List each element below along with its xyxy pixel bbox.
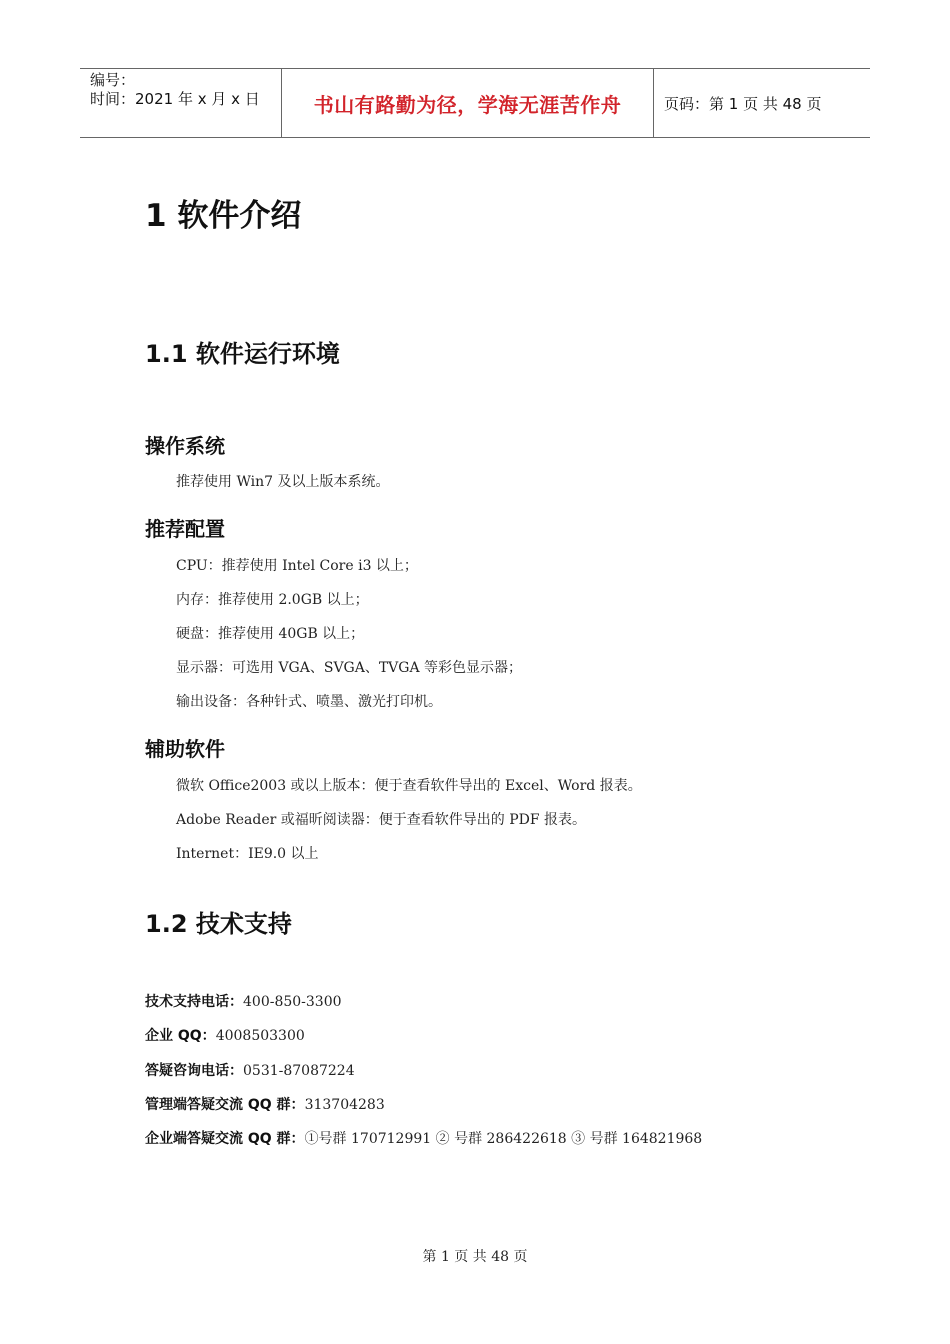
os-text: 推荐使用 Win7 及以上版本系统。: [176, 474, 390, 490]
contact-label: 企业端答疑交流 QQ 群：: [145, 1131, 305, 1147]
aux-item: 微软 Office2003 或以上版本：便于查看软件导出的 Excel、Word 报表。: [176, 778, 642, 794]
contact-label: 答疑咨询电话：: [145, 1063, 243, 1079]
document-header: [80, 68, 870, 138]
contact-value: 0531-87087224: [243, 1063, 355, 1079]
config-item: 输出设备：各种针式、喷墨、激光打印机。: [176, 694, 442, 710]
header-page-info: 页码：第 1 页 共 48 页: [664, 94, 822, 113]
contact-line: [145, 1128, 702, 1148]
date-label: 时间：2021 年 x 月 x 日: [90, 90, 260, 108]
header-meta: [80, 69, 281, 137]
aux-item: Adobe Reader 或福昕阅读器：便于查看软件导出的 PDF 报表。: [176, 812, 587, 828]
serial-label: 编号：: [90, 71, 136, 89]
contact-line: [145, 1060, 355, 1080]
aux-item: Internet：IE9.0 以上: [176, 846, 319, 862]
section-heading-support: 1.2 技术支持: [145, 910, 292, 938]
page-title: 1 软件介绍: [145, 198, 302, 234]
contact-value: 313704283: [304, 1097, 385, 1113]
contact-line: [145, 991, 342, 1011]
subheading-os: 操作系统: [145, 434, 225, 458]
contact-line: [145, 1094, 385, 1114]
contact-value: ①号群 170712991 ② 号群 286422618 ③ 号群 164821968: [304, 1131, 703, 1147]
contact-value: 400-850-3300: [243, 994, 342, 1010]
contact-value: 4008503300: [215, 1028, 305, 1044]
config-item: 硬盘：推荐使用 40GB 以上；: [176, 626, 365, 642]
config-item: CPU：推荐使用 Intel Core i3 以上；: [176, 558, 418, 574]
subheading-config: 推荐配置: [145, 517, 225, 541]
contact-label: 管理端答疑交流 QQ 群：: [145, 1097, 305, 1113]
config-item: 内存：推荐使用 2.0GB 以上；: [176, 592, 369, 608]
header-motto: 书山有路勤为径，学海无涯苦作舟: [281, 69, 654, 137]
contact-line: [145, 1025, 305, 1045]
page-footer: 第 1 页 共 48 页: [422, 1249, 528, 1265]
contact-label: 技术支持电话：: [145, 994, 243, 1010]
contact-label: 企业 QQ：: [145, 1028, 216, 1044]
config-item: 显示器：可选用 VGA、SVGA、TVGA 等彩色显示器；: [176, 660, 523, 676]
subheading-aux: 辅助软件: [145, 737, 225, 761]
section-heading-env: 1.1 软件运行环境: [145, 340, 340, 368]
